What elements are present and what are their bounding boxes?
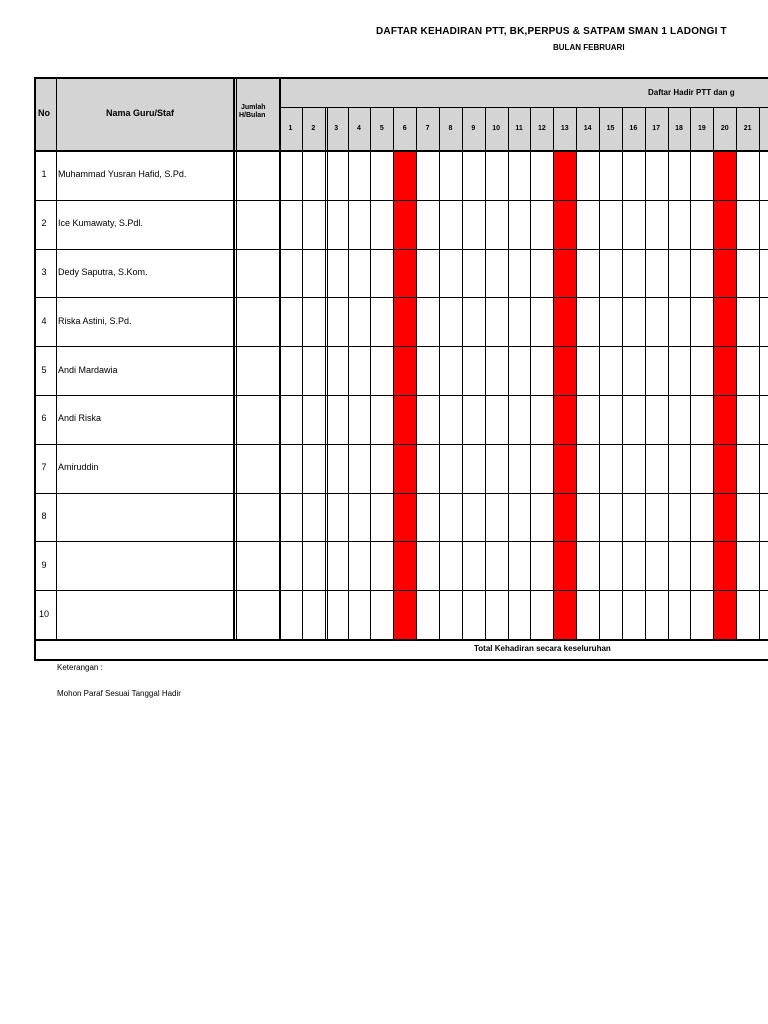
day-header-18: 18 [675, 125, 683, 132]
grid-line [34, 77, 768, 79]
attendance-table [34, 77, 768, 662]
grid-line [34, 395, 768, 396]
notes-instruction: Mohon Paraf Sesuai Tanggal Hadir [57, 689, 181, 698]
grid-line [759, 107, 760, 639]
grid-line [327, 107, 328, 639]
day-header-6: 6 [402, 125, 407, 132]
grid-line [34, 200, 768, 201]
day-header-4: 4 [357, 125, 361, 132]
grid-line [508, 107, 509, 639]
notes-label: Keterangan : [57, 663, 103, 672]
header-group-label: Daftar Hadir PTT dan g [648, 88, 735, 97]
header-jumlah-label-line2: H/Bulan [239, 112, 266, 119]
row-number: 10 [38, 608, 49, 619]
grid-line [553, 107, 554, 639]
header-no-label: No [38, 108, 50, 118]
grid-line [279, 107, 768, 108]
day-header-13: 13 [560, 125, 569, 132]
grid-line [34, 444, 768, 445]
grid-line [416, 107, 417, 639]
grid-line [34, 346, 768, 347]
grid-line [690, 107, 691, 639]
grid-line [462, 107, 463, 639]
row-number: 8 [41, 511, 47, 521]
day-header-16: 16 [629, 125, 638, 132]
day-header-14: 14 [583, 125, 592, 132]
grid-line [236, 77, 237, 639]
row-number: 9 [41, 559, 47, 570]
day-header-21: 21 [743, 125, 752, 132]
day-header-3: 3 [334, 125, 339, 132]
grid-line [485, 107, 486, 639]
grid-line [34, 150, 768, 152]
grid-line [576, 107, 577, 639]
row-number: 4 [41, 315, 47, 326]
day-header-12: 12 [537, 125, 546, 132]
grid-line [439, 107, 440, 639]
day-header-11: 11 [515, 125, 523, 132]
grid-line [34, 249, 768, 250]
grid-line [56, 77, 57, 639]
day-header-9: 9 [471, 125, 476, 132]
grid-line [34, 77, 36, 661]
day-header-19: 19 [698, 125, 706, 132]
day-header-15: 15 [606, 125, 615, 132]
day-header-5: 5 [379, 125, 384, 132]
document-subtitle: BULAN FEBRUARI [553, 43, 625, 52]
row-number: 1 [41, 169, 47, 180]
day-header-10: 10 [492, 125, 501, 132]
grid-line [34, 493, 768, 494]
row-name: Dedy Saputra, S.Kom. [58, 267, 148, 277]
row-name: Muhammad Yusran Hafid, S.Pd. [58, 169, 187, 180]
row-name: Ice Kumawaty, S.Pdl. [58, 218, 143, 229]
row-name: Amiruddin [58, 462, 99, 473]
grid-line [668, 107, 669, 639]
grid-line [34, 297, 768, 298]
row-name: Andi Riska [58, 413, 102, 424]
grid-line [393, 107, 394, 639]
row-number: 3 [41, 267, 47, 277]
grid-line [348, 107, 349, 639]
grid-line [645, 107, 646, 639]
grid-line [622, 107, 623, 639]
day-header-17: 17 [652, 125, 661, 132]
grid-line [233, 77, 235, 639]
row-number: 5 [41, 364, 47, 375]
row-number: 6 [41, 413, 47, 424]
header-name-label: Nama Guru/Staf [106, 108, 175, 118]
grid-line [325, 107, 326, 639]
grid-line [34, 659, 768, 661]
grid-line [34, 541, 768, 542]
grid-line [713, 107, 714, 639]
row-number: 7 [41, 462, 47, 473]
row-number: 2 [41, 218, 47, 229]
grid-line [34, 590, 768, 591]
grid-line [599, 107, 600, 639]
grid-line [736, 107, 737, 639]
grid-line [530, 107, 531, 639]
grid-line [34, 639, 768, 641]
day-header-20: 20 [720, 125, 729, 132]
day-header-2: 2 [311, 125, 316, 132]
day-header-1: 1 [288, 125, 293, 132]
total-attendance-label: Total Kehadiran secara keseluruhan [474, 644, 611, 653]
day-header-7: 7 [425, 125, 430, 132]
day-header-8: 8 [448, 125, 453, 132]
grid-line [279, 77, 281, 639]
row-name: Andi Mardawia [58, 364, 118, 375]
row-name: Riska Astini, S.Pd. [58, 315, 132, 326]
document-title: DAFTAR KEHADIRAN PTT, BK,PERPUS & SATPAM SMAN 1 LADONGI T [376, 26, 727, 37]
grid-line [370, 107, 371, 639]
header-jumlah-label-line1: Jumlah [241, 104, 266, 111]
grid-line [302, 107, 303, 639]
